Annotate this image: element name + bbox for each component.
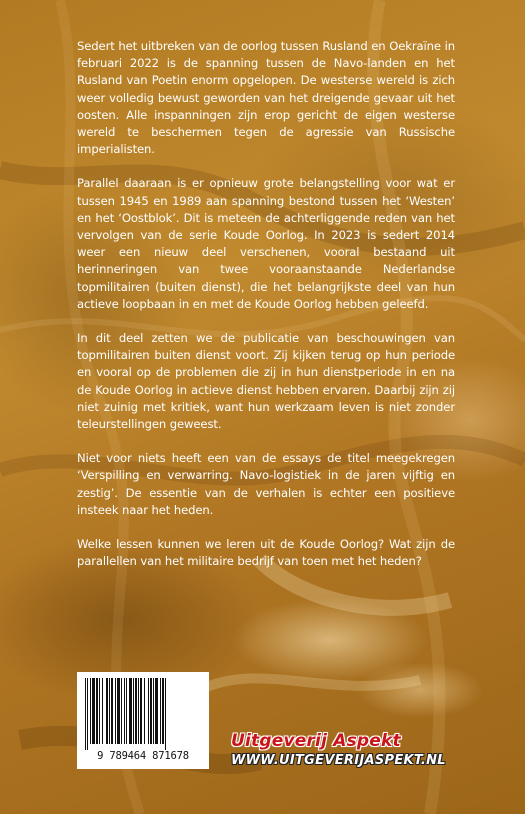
barcode-bar [111, 678, 113, 744]
barcode-bars [83, 678, 203, 750]
blurb-paragraph-3: In dit deel zetten we de publicatie van beschouwingen van topmilitairen buiten dienst voort. Zij kijken terug op hun periode en vooral op de problemen die zij in hun dienstperiode in en na de Koude Oorlog in actieve dienst hebben ervaren. Daarbij zijn zij niet zuinig met kritiek, want hun werkzaam leven is niet zonder teleurstellingen geweest. [77, 331, 455, 432]
blurb-paragraph-2: Parallel daaraan is er opnieuw grote belangstelling voor wat er tussen 1945 en 1989 aan spanning bestond tussen het ‘Westen’ en het ‘Oostblok’. Dit is meteen de achterliggende reden van het vervolgen van de serie Koude Oorlog. In 2023 is sedert 2014 weer een nieuw deel verschenen, vooral bestaand uit herinneringen van twee vooraanstaande Nederlandse topmilitairen (buiten dienst), die het belangrijkste deel van hun actieve loopbaan in en met de Koude Oorlog hebben geleefd. [77, 176, 455, 311]
barcode-bar [124, 678, 125, 744]
barcode-bar [85, 678, 86, 750]
barcode-bar [150, 678, 152, 744]
blurb [77, 38, 455, 587]
barcode-bar [148, 678, 149, 744]
blurb-paragraph-5: Welke lessen kunnen we leren uit de Koude Oorlog? Wat zijn de parallellen van het militaire bedrijf van toen met het heden? [77, 537, 455, 569]
barcode-bar [106, 678, 108, 744]
barcode-bar [115, 678, 116, 744]
blurb-paragraph-1: Sedert het uitbreken van de oorlog tussen Rusland en Oekraïne in februari 2022 is de spanning tussen de Navo-landen en het Rusland van Poetin enorm opgelopen. De westerse wereld is zich weer volledig bewust geworden van het dreigende gevaar uit het oosten. Alle inspanningen zijn erop gericht de eigen westerse wereld te beschermen tegen de agressie van Russische imperialisten. [77, 39, 455, 157]
barcode-bar [117, 678, 120, 744]
publisher-url: WWW.UITGEVERIJASPEKT.NL [231, 753, 446, 768]
publisher-logo-text: Uitgeverij Aspekt [231, 731, 401, 751]
barcode-bar [138, 678, 139, 744]
barcode-bar [96, 678, 98, 744]
barcode-bar [129, 678, 132, 744]
barcode-bar [144, 678, 145, 744]
barcode-bar [109, 678, 110, 744]
barcode-bar [87, 678, 88, 750]
barcode-bar [165, 678, 166, 750]
isbn-barcode [77, 672, 209, 769]
barcode-bar [133, 678, 134, 744]
barcode-bar [99, 678, 100, 744]
barcode-bar [121, 678, 122, 744]
barcode-bar [155, 678, 158, 744]
blurb-paragraph-4: Niet voor niets heeft een van de essays de titel meegekregen ‘Verspilling en verwarring. Navo-logistiek in de jaren vijftig en zestig’. De essentie van de verhalen is echter een positieve insteek naar het heden. [77, 451, 455, 517]
barcode-bar [126, 678, 127, 744]
barcode-bar [160, 678, 161, 744]
barcode-bar [135, 678, 137, 744]
isbn-number: 9 789464 871678 [97, 750, 189, 762]
barcode-bar [162, 678, 164, 744]
barcode-bar [140, 678, 142, 744]
barcode-bar [102, 678, 103, 744]
barcode-bar [90, 678, 91, 744]
barcode-bar [92, 678, 95, 744]
barcode-bar [153, 678, 154, 744]
